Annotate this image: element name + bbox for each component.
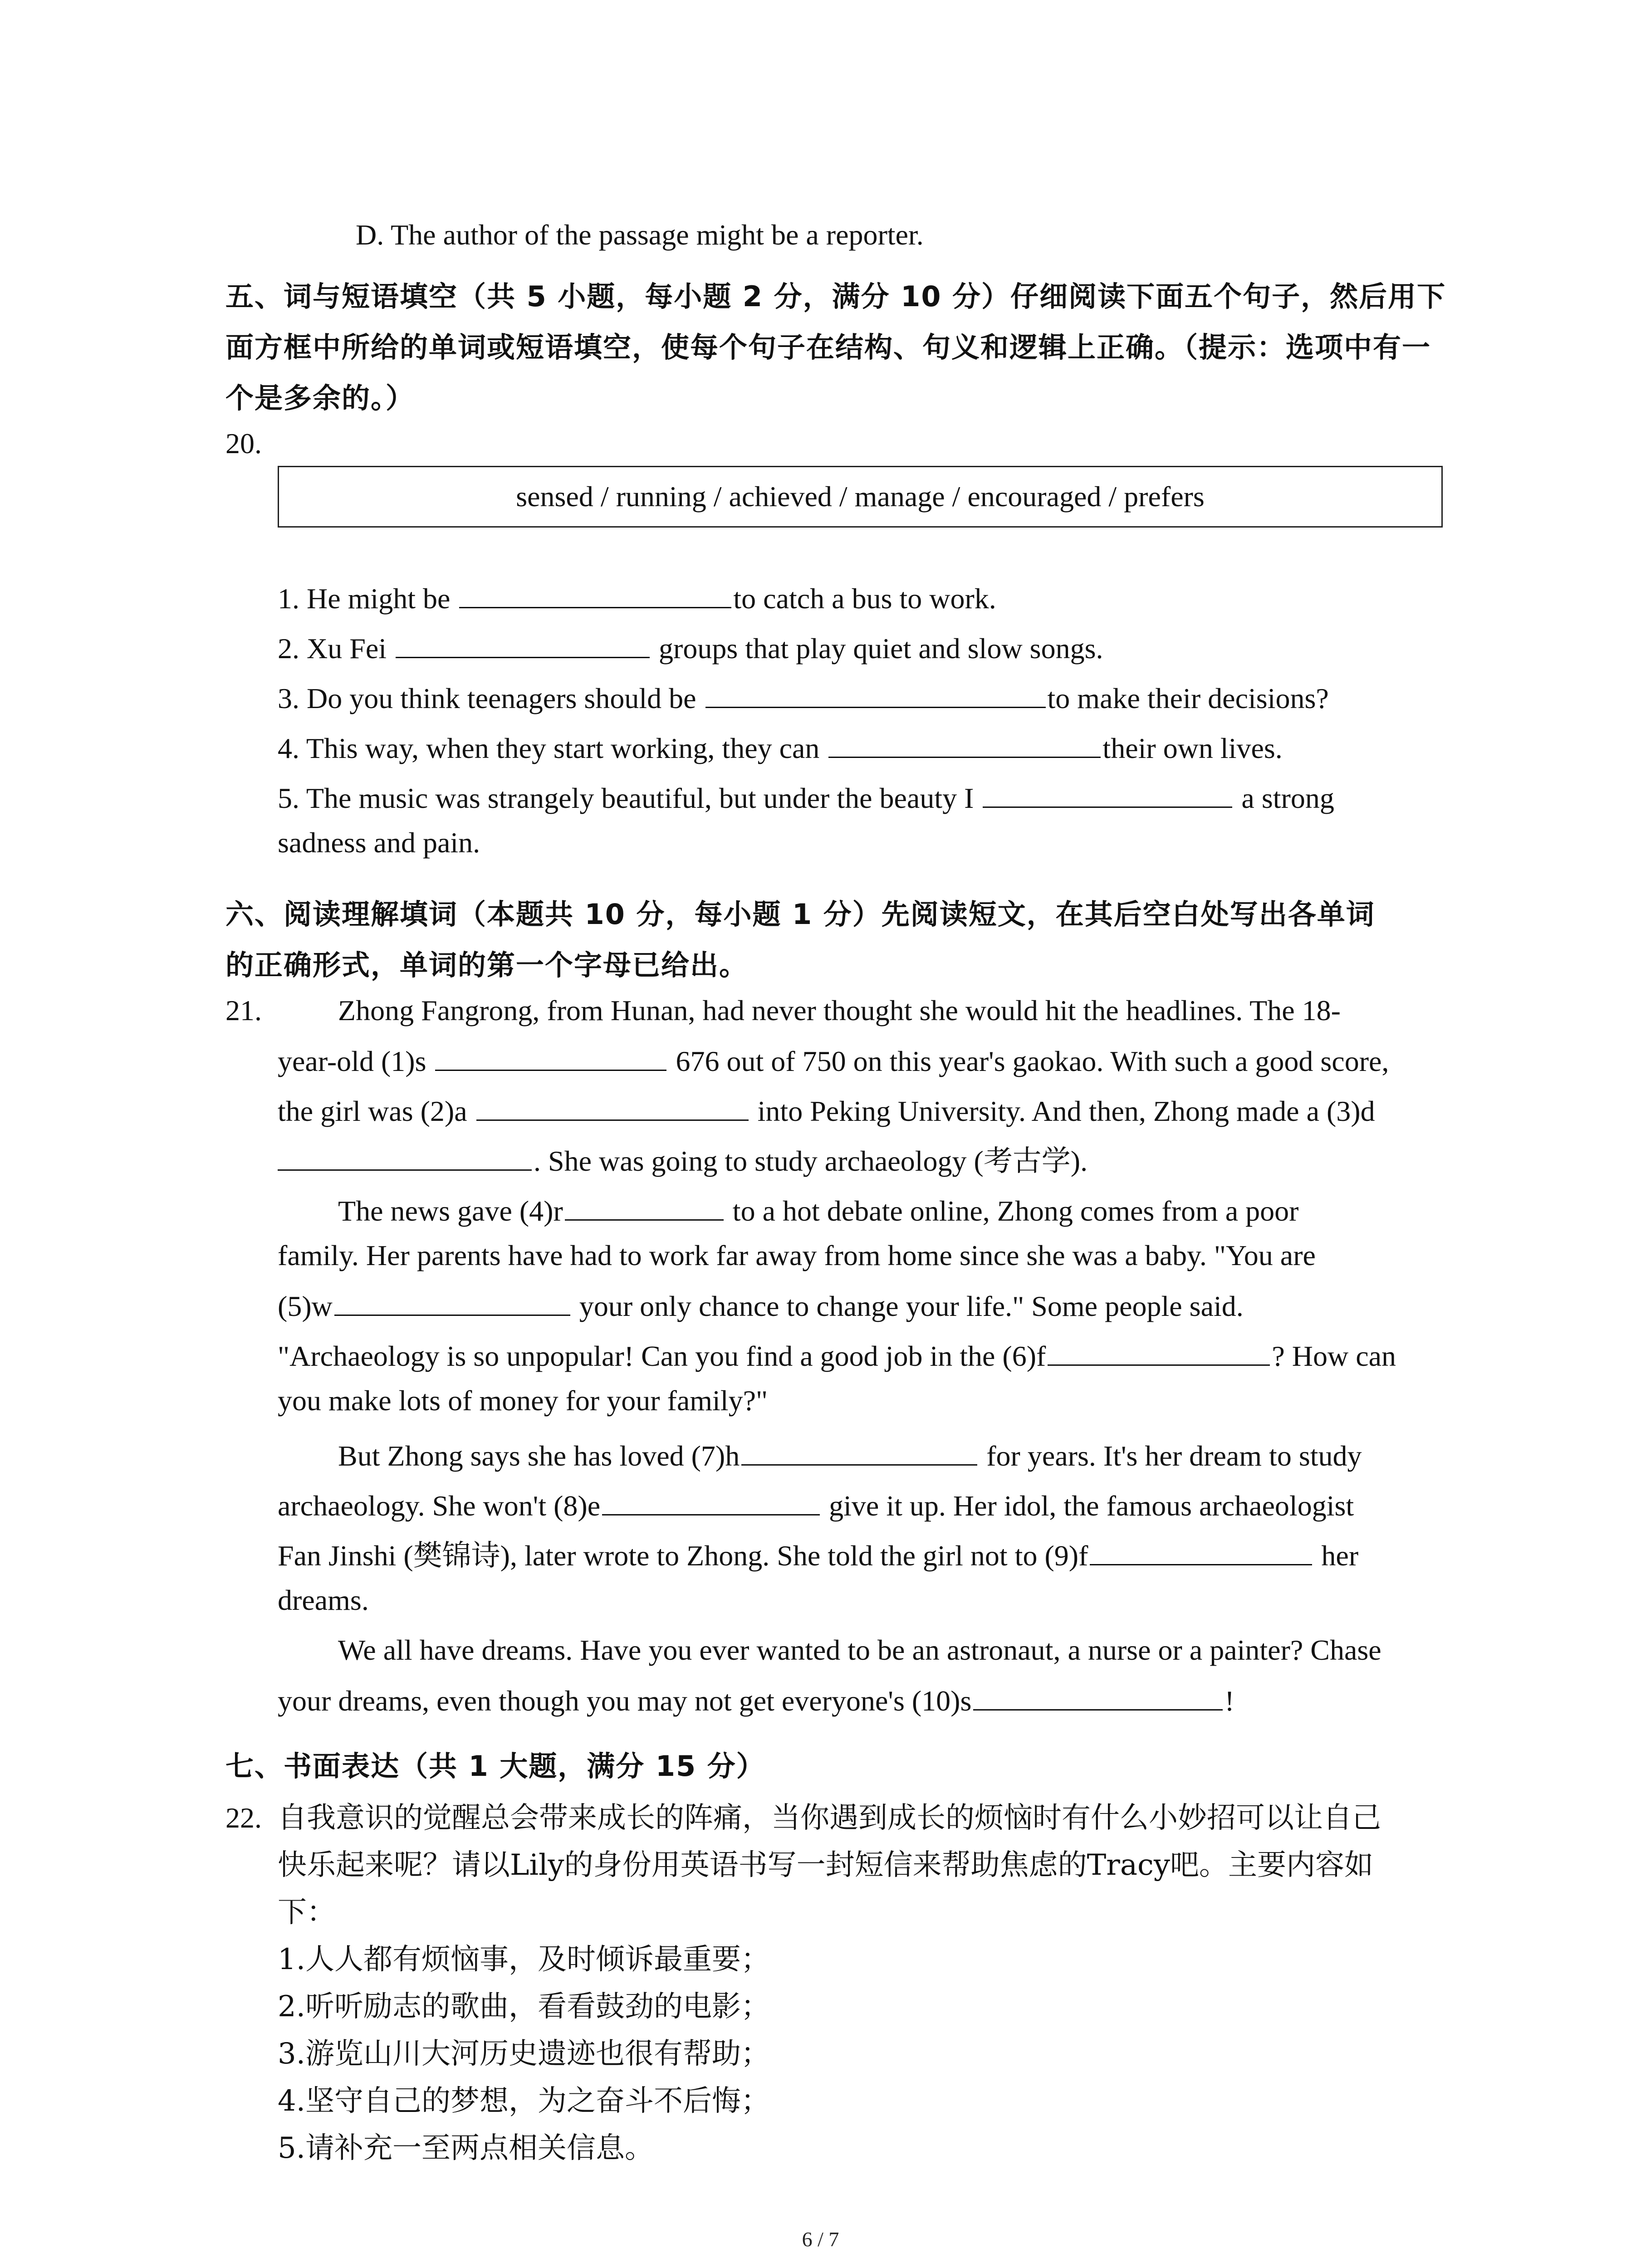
item-text: 5. The music was strangely beautiful, but under the beauty I xyxy=(278,782,974,814)
answer-blank-4[interactable] xyxy=(828,729,1101,758)
item-text: 3. Do you think teenagers should be xyxy=(278,682,696,714)
passage-text: family. Her parents have had to work far away from home since she was a baby. "You are xyxy=(278,1239,1316,1271)
fill-item-5-cont: sadness and pain. xyxy=(278,826,480,859)
question-number-21: 21. xyxy=(225,994,262,1026)
passage-line xyxy=(278,1537,1358,1574)
passage-line xyxy=(338,992,1341,1029)
passage-text: your dreams, even though you may not get everyone's (10)s xyxy=(278,1685,972,1717)
passage-text: for years. It's her dream to study xyxy=(986,1440,1362,1472)
passage-text: the girl was (2)a xyxy=(278,1095,467,1127)
prompt-line: 4.坚守自己的梦想，为之奋斗不后悔； xyxy=(278,2084,770,2118)
answer-blank-r4[interactable] xyxy=(565,1192,724,1221)
section5-header: 五、词与短语填空（共 5 小题，每小题 2 分，满分 10 分）仔细阅读下面五个句子，然后用下面方框中所给的单词或短语填空，使每个句子在结构、句义和逻辑上正确。（提示：选项中有一个是多余的。） xyxy=(225,280,1446,415)
passage-text: into Peking University. And then, Zhong made a (3)d xyxy=(757,1095,1375,1127)
passage-text: archaeology. She won't (8)e xyxy=(278,1490,601,1522)
fill-item-3 xyxy=(278,679,1329,717)
passage-line xyxy=(278,1142,1087,1179)
answer-blank-s10[interactable] xyxy=(973,1682,1223,1711)
passage-text: . She was going to study archaeology (考古学). xyxy=(534,1145,1088,1177)
answer-blank-e8[interactable] xyxy=(602,1487,820,1515)
answer-blank-h7[interactable] xyxy=(741,1437,977,1466)
item-text: 2. Xu Fei xyxy=(278,632,387,665)
passage-text: Zhong Fangrong, from Hunan, had never thought she would hit the headlines. The 18- xyxy=(338,994,1341,1026)
passage-line xyxy=(278,1042,1389,1080)
passage-text: We all have dreams. Have you ever wanted to be an astronaut, a nurse or a painter? Chase xyxy=(338,1634,1381,1666)
passage-line xyxy=(278,1487,1354,1524)
item-text: their own lives. xyxy=(1102,732,1283,764)
passage-text: ! xyxy=(1225,1685,1234,1717)
item-text: a strong xyxy=(1241,782,1334,814)
passage-line xyxy=(338,1632,1381,1668)
fill-item-4 xyxy=(278,729,1283,767)
passage-text: The news gave (4)r xyxy=(338,1195,563,1227)
answer-blank-1[interactable] xyxy=(459,580,731,608)
passage-text: give it up. Her idol, the famous archaeologist xyxy=(829,1490,1354,1522)
answer-blank-d3[interactable] xyxy=(278,1142,532,1171)
passage-line xyxy=(278,1582,369,1618)
passage-line xyxy=(278,1337,1396,1374)
item-text: to catch a bus to work. xyxy=(733,582,996,615)
question-number-22: 22. xyxy=(225,1802,262,1834)
prompt-line: 3.游览山川大河历史遗迹也很有帮助； xyxy=(278,2037,770,2071)
prompt-line: 2.听听励志的歌曲，看看鼓劲的电影； xyxy=(278,1990,770,2024)
prompt-line: 下： xyxy=(278,1896,336,1929)
passage-text: But Zhong says she has loved (7)h xyxy=(338,1440,740,1472)
word-box-text: sensed / running / achieved / manage / encouraged / prefers xyxy=(516,480,1205,513)
prompt-line: 自我意识的觉醒总会带来成长的阵痛，当你遇到成长的烦恼时有什么小妙招可以让自己 xyxy=(278,1801,1381,1835)
item-text: groups that play quiet and slow songs. xyxy=(659,632,1103,665)
answer-blank-f9[interactable] xyxy=(1090,1537,1312,1565)
passage-line xyxy=(278,1682,1234,1719)
passage-text: you make lots of money for your family?" xyxy=(278,1384,768,1417)
answer-blank-a2[interactable] xyxy=(476,1092,749,1121)
answer-blank-5[interactable] xyxy=(983,779,1232,808)
passage-line xyxy=(278,1092,1375,1129)
passage-text: her xyxy=(1321,1540,1359,1572)
passage-text: to a hot debate online, Zhong comes from a poor xyxy=(732,1195,1299,1227)
passage-text: "Archaeology is so unpopular! Can you find a good job in the (6)f xyxy=(278,1340,1046,1372)
fill-item-2 xyxy=(278,630,1103,667)
item-text: 4. This way, when they start working, they can xyxy=(278,732,820,764)
passage-text: dreams. xyxy=(278,1584,369,1616)
passage-text: 676 out of 750 on this year's gaokao. With such a good score, xyxy=(676,1045,1389,1077)
passage-text: year-old (1)s xyxy=(278,1045,426,1077)
fill-item-1 xyxy=(278,580,996,617)
answer-blank-2[interactable] xyxy=(396,630,650,658)
option-d-text: D. The author of the passage might be a reporter. xyxy=(356,219,924,251)
answer-blank-s1[interactable] xyxy=(435,1042,666,1071)
item-text: to make their decisions? xyxy=(1047,682,1329,714)
passage-line xyxy=(278,1237,1316,1274)
prompt-line: 5.请补充一至两点相关信息。 xyxy=(278,2131,654,2165)
fill-item-5 xyxy=(278,779,1334,816)
page-number: 6 / 7 xyxy=(802,2228,839,2251)
word-box xyxy=(278,466,1443,528)
passage-text: your only chance to change your life." Some people said. xyxy=(579,1290,1244,1322)
answer-blank-3[interactable] xyxy=(705,679,1046,708)
answer-blank-f6[interactable] xyxy=(1048,1337,1270,1366)
prompt-line: 快乐起来呢？请以Lily的身份用英语书写一封短信来帮助焦虑的Tracy吧。主要内容如 xyxy=(278,1848,1374,1882)
item-text: 1. He might be xyxy=(278,582,451,615)
section7-header: 七、书面表达（共 1 大题，满分 15 分） xyxy=(225,1750,765,1783)
section6-header-line1: 六、阅读理解填词（本题共 10 分，每小题 1 分）先阅读短文，在其后空白处写出各单词 xyxy=(225,898,1375,931)
passage-line xyxy=(278,1383,768,1419)
passage-line xyxy=(338,1437,1362,1474)
section6-header-line2: 的正确形式，单词的第一个字母已给出。 xyxy=(225,948,749,982)
passage-line xyxy=(338,1192,1298,1229)
passage-line xyxy=(278,1287,1244,1325)
passage-text: ? How can xyxy=(1272,1340,1396,1372)
passage-text: Fan Jinshi (樊锦诗), later wrote to Zhong. She told the girl not to (9)f xyxy=(278,1540,1088,1572)
passage-text: (5)w xyxy=(278,1290,333,1322)
prompt-line: 1.人人都有烦恼事，及时倾诉最重要； xyxy=(278,1943,770,1976)
question-number-20: 20. xyxy=(225,427,262,459)
answer-blank-w5[interactable] xyxy=(334,1287,570,1316)
